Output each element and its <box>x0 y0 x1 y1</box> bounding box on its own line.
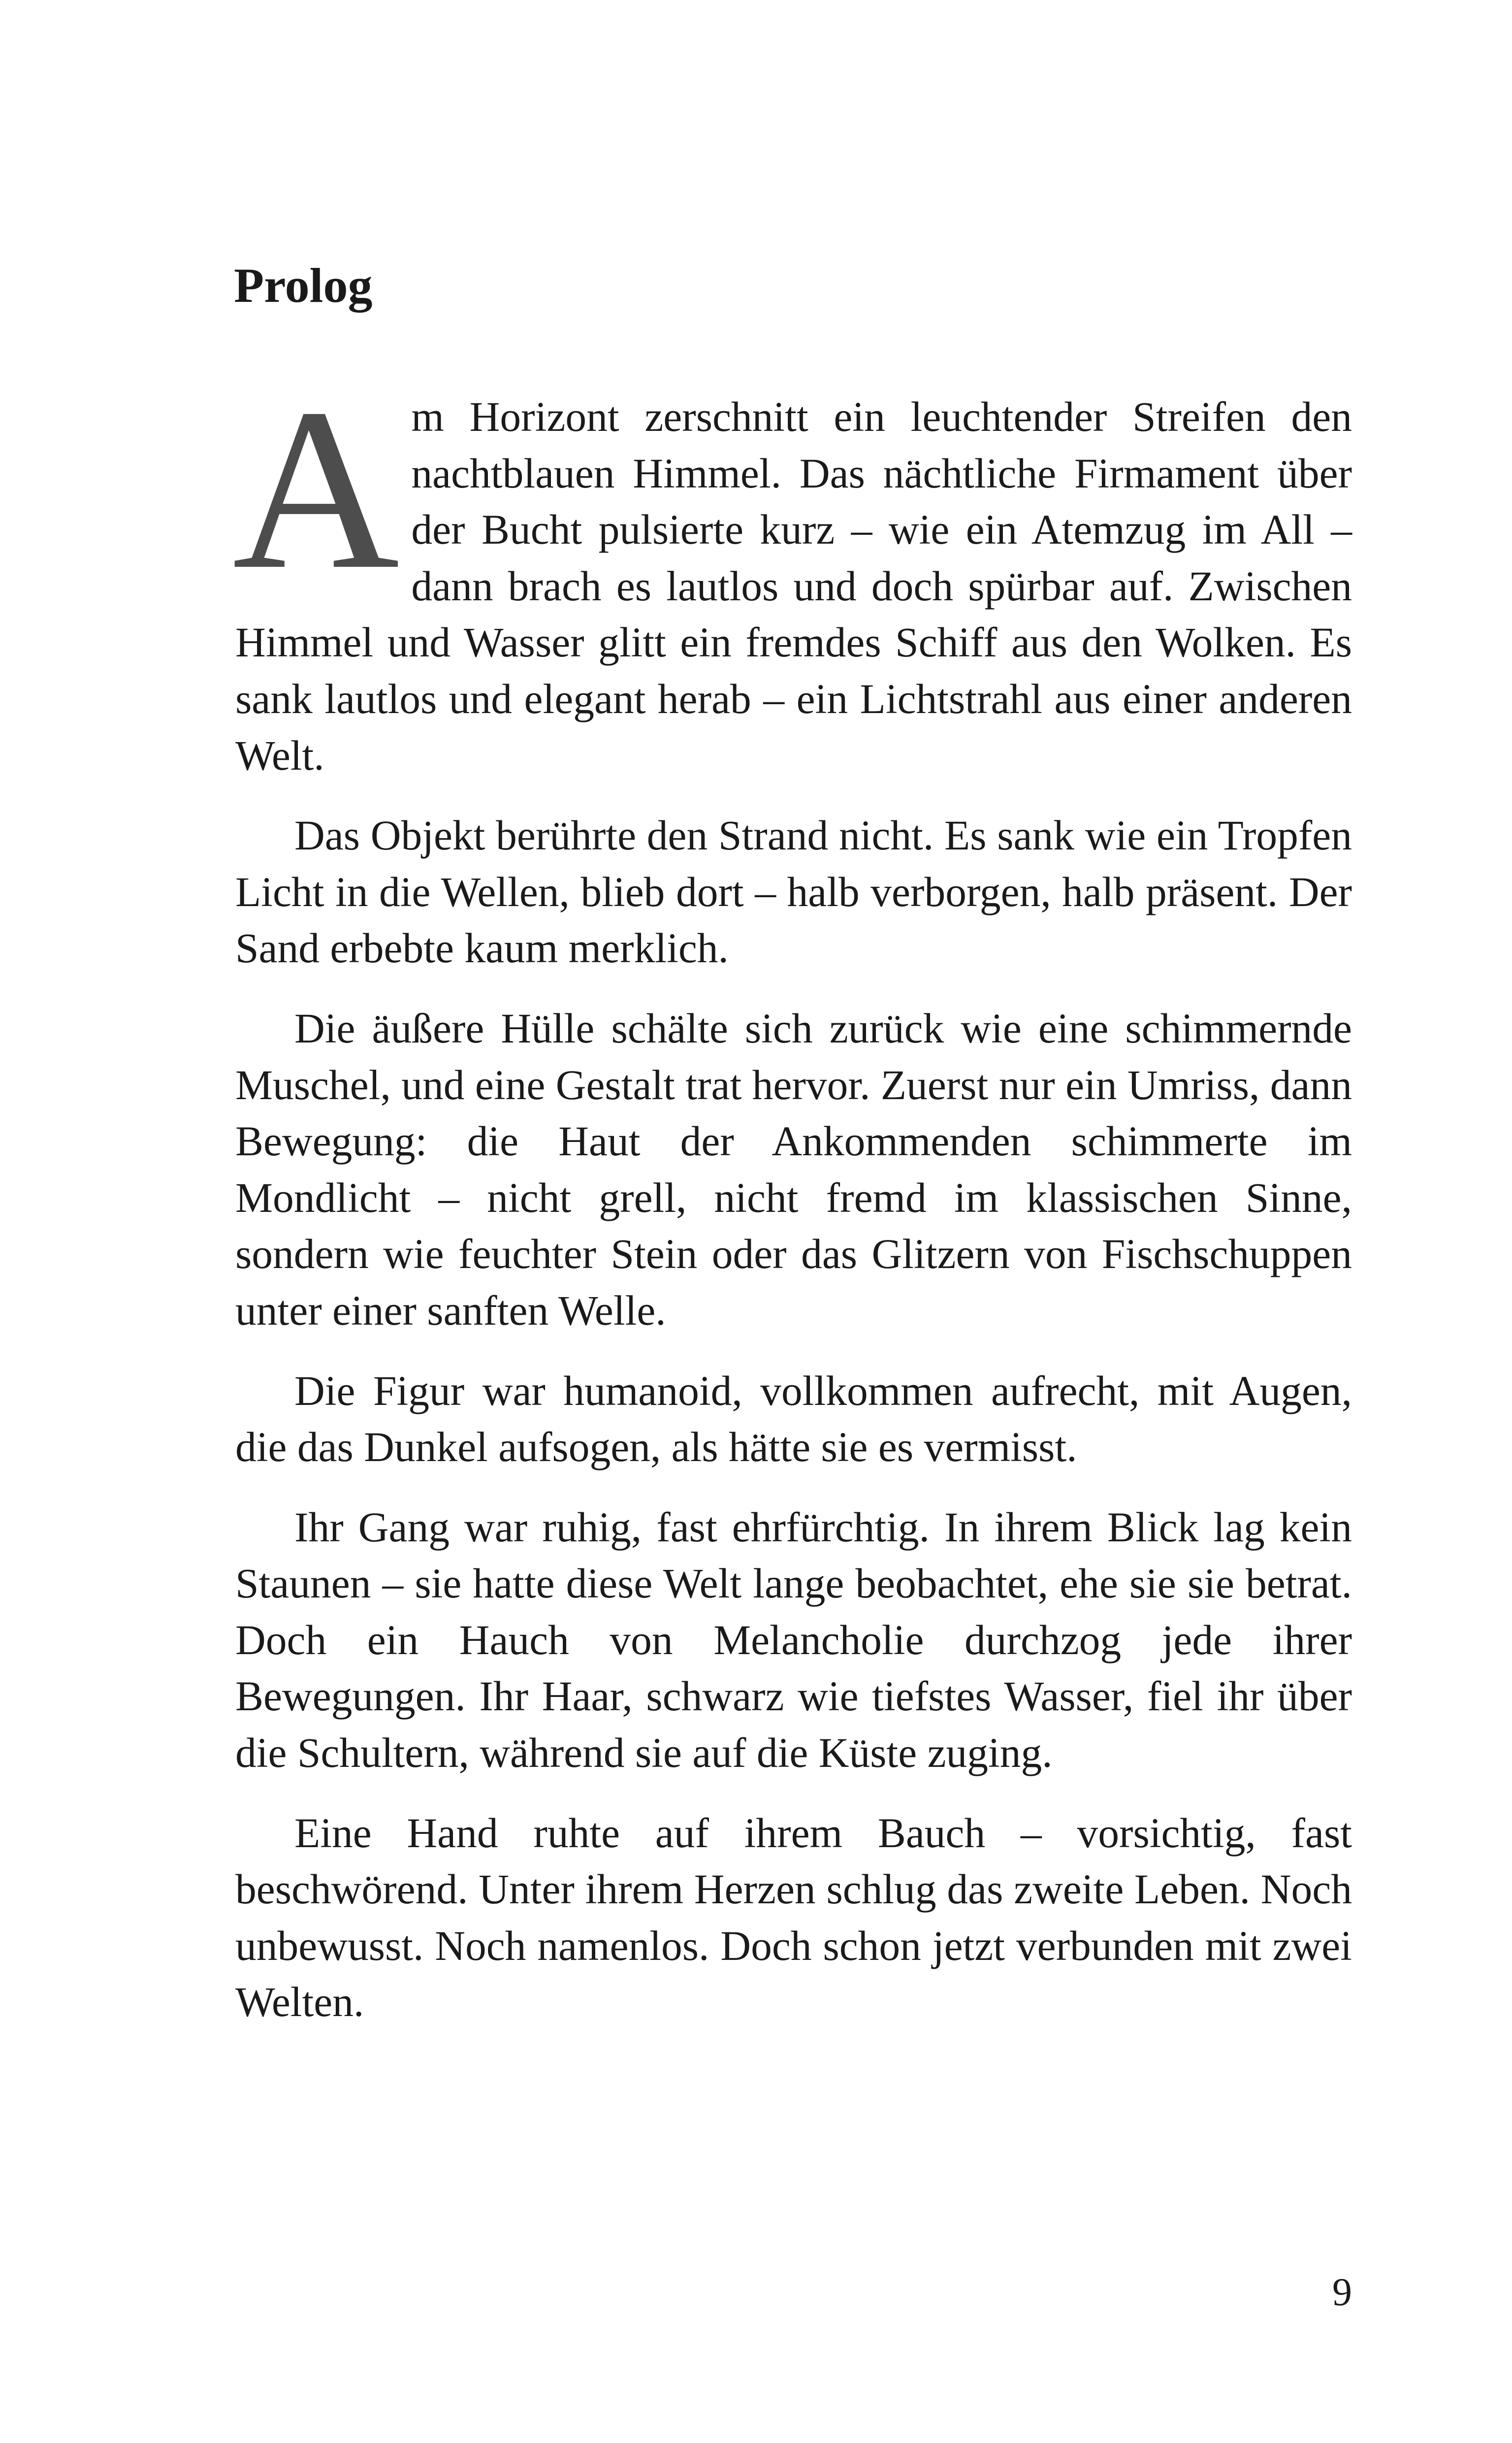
paragraph-2: Das Objekt berührte den Strand nicht. Es sank wie ein Tropfen Licht in die Wellen, blieb dort – halb verborgen, halb präsent. Der Sand erbebte kaum merklich. <box>235 813 1352 972</box>
paragraph-5: Ihr Gang war ruhig, fast ehrfürchtig. In ihrem Blick lag kein Staunen – sie hatte diese Welt lange beobachtet, ehe sie sie betrat. Doch ein Hauch von Melancholie durchzog jede ihrer Bewegungen. Ihr Haar, schwarz wie tiefstes Wasser, fiel ihr über die Schultern, während sie auf die Küste zuging. <box>235 1504 1352 1777</box>
paragraph-3: Die äußere Hülle schälte sich zurück wie eine schimmernde Muschel, und eine Gestalt trat hervor. Zuerst nur ein Umriss, dann Bewegung: die Haut der Ankommenden schimmerte im Mondlicht – nicht grell, nicht fremd im klassischen Sinne, sondern wie feuchter Stein oder das Glitzern von Fischschuppen unter einer sanften Welle. <box>235 1005 1352 1334</box>
drop-cap: A <box>232 360 400 617</box>
paragraph-6: Eine Hand ruhte auf ihrem Bauch – vorsichtig, fast beschwörend. Unter ihrem Herzen schlug das zweite Leben. Noch unbewusst. Noch namenlos. Doch schon jetzt verbunden mit zwei Welten. <box>235 1810 1352 2026</box>
chapter-title: Prolog <box>234 258 373 313</box>
paragraph-1-text: m Horizont zerschnitt ein leuchtender Streifen den nachtblauen Himmel. Das nächtliche Firmament über der Bucht pulsierte kurz – wie ein Atemzug im All – dann brach es lautlos und doch spürbar auf. Zwischen Himmel und Wasser glitt ein fremdes Schiff aus den Wolken. Es sank lautlos und elegant herab – ein Lichtstrahl aus einer anderen Welt. <box>235 394 1352 779</box>
chapter-body <box>232 360 1352 2054</box>
paragraph-1 <box>232 360 1352 784</box>
paragraph-4: Die Figur war humanoid, vollkommen aufrecht, mit Augen, die das Dunkel aufsogen, als hätte sie es vermisst. <box>235 1368 1352 1471</box>
page-number: 9 <box>1332 2271 1352 2314</box>
